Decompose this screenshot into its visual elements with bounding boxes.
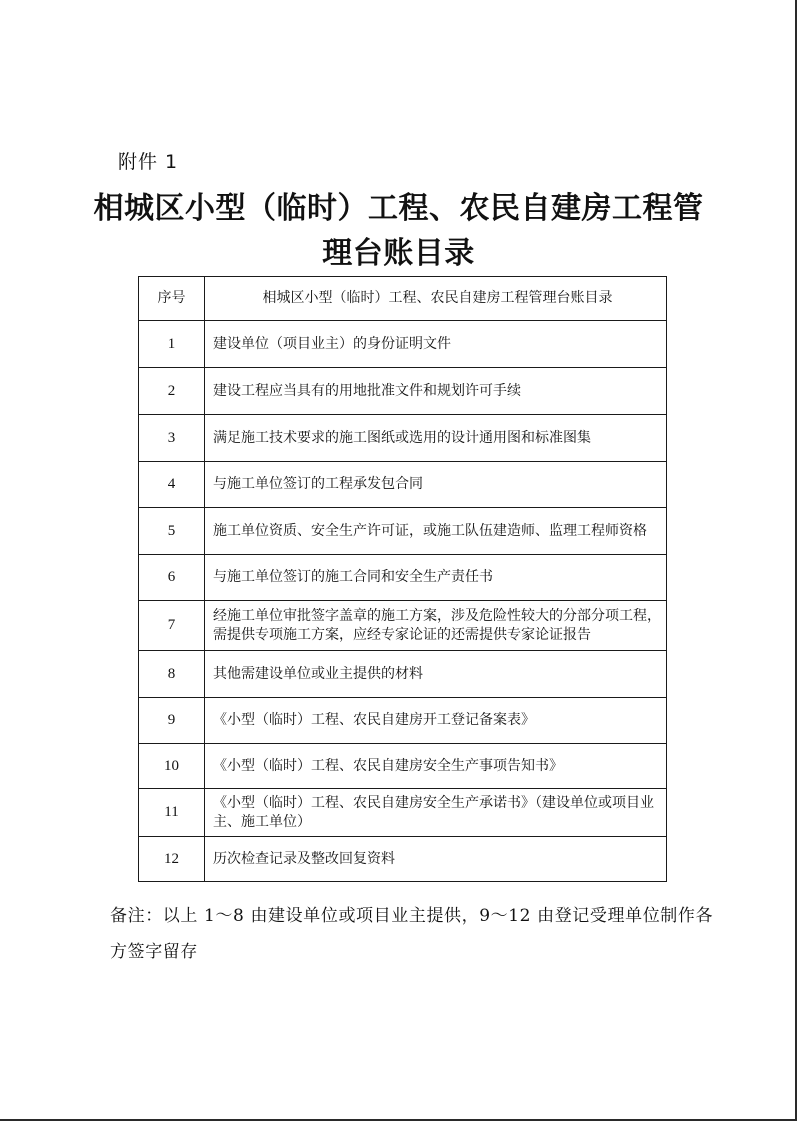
row-description: 满足施工技术要求的施工图纸或选用的设计通用图和标准图集 — [205, 415, 667, 462]
table-row — [139, 789, 667, 837]
table-row — [139, 368, 667, 415]
row-number: 3 — [139, 415, 205, 462]
document-title-line-1: 相城区小型（临时）工程、农民自建房工程管 — [93, 191, 704, 226]
table-row — [139, 837, 667, 882]
row-description: 施工单位资质、安全生产许可证，或施工队伍建造师、监理工程师资格 — [205, 508, 667, 555]
row-description: 《小型（临时）工程、农民自建房开工登记备案表》 — [205, 698, 667, 744]
table-row — [139, 555, 667, 601]
table-row — [139, 508, 667, 555]
row-number: 12 — [139, 837, 205, 882]
table-row — [139, 698, 667, 744]
table-row — [139, 321, 667, 368]
document-title — [0, 186, 797, 276]
remark-note: 备注：以上 1～8 由建设单位或项目业主提供，9～12 由登记受理单位制作各方签字留存 — [110, 906, 714, 962]
row-description: 建设单位（项目业主）的身份证明文件 — [205, 321, 667, 368]
row-description: 与施工单位签订的工程承发包合同 — [205, 462, 667, 508]
attachment-label: 附件 1 — [118, 151, 179, 173]
row-description: 历次检查记录及整改回复资料 — [205, 837, 667, 882]
row-number: 1 — [139, 321, 205, 368]
row-number: 6 — [139, 555, 205, 601]
table-row — [139, 601, 667, 651]
table-row — [139, 415, 667, 462]
table-row — [139, 651, 667, 698]
row-number: 5 — [139, 508, 205, 555]
row-number: 7 — [139, 601, 205, 651]
header-description: 相城区小型（临时）工程、农民自建房工程管理台账目录 — [205, 277, 667, 321]
table-header-row — [139, 277, 667, 321]
row-description: 建设工程应当具有的用地批准文件和规划许可手续 — [205, 368, 667, 415]
row-number: 9 — [139, 698, 205, 744]
row-description: 《小型（临时）工程、农民自建房安全生产事项告知书》 — [205, 744, 667, 789]
row-description: 《小型（临时）工程、农民自建房安全生产承诺书》（建设单位或项目业主、施工单位） — [205, 789, 667, 837]
header-no: 序号 — [139, 277, 205, 321]
table-row — [139, 462, 667, 508]
row-description: 其他需建设单位或业主提供的材料 — [205, 651, 667, 698]
row-description: 与施工单位签订的施工合同和安全生产责任书 — [205, 555, 667, 601]
table-row — [139, 744, 667, 789]
row-number: 4 — [139, 462, 205, 508]
row-number: 10 — [139, 744, 205, 789]
row-number: 8 — [139, 651, 205, 698]
row-description: 经施工单位审批签字盖章的施工方案，涉及危险性较大的分部分项工程，需提供专项施工方案，应经专家论证的还需提供专家论证报告 — [205, 601, 667, 651]
ledger-table — [138, 276, 667, 882]
row-number: 2 — [139, 368, 205, 415]
row-number: 11 — [139, 789, 205, 837]
document-title-line-2: 理台账目录 — [322, 236, 475, 271]
